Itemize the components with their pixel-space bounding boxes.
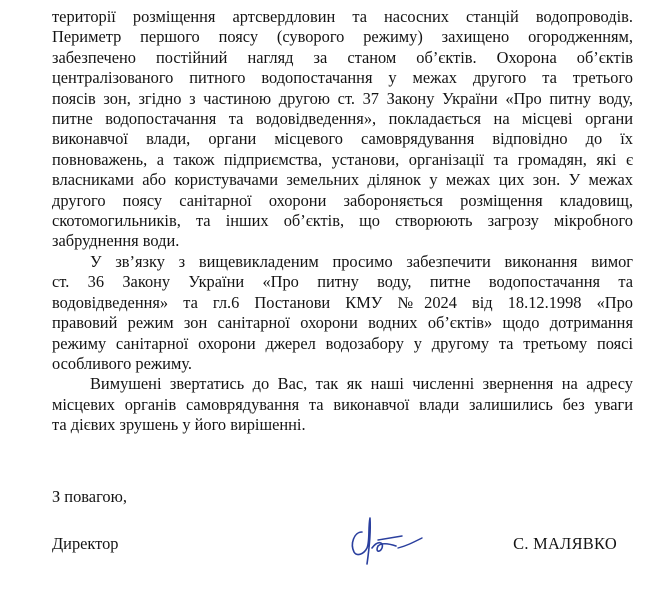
text-line: режиму санітарної охорони джерел водозабору у другому та третьому поясі [52,333,633,353]
text-line: питне водопостачання та водовідведення», покладається на місцеві органи [52,109,633,129]
paragraph-request [52,252,633,374]
text-line: правовий режим зон санітарної охорони водних об’єктів» щодо дотримання [52,313,633,333]
signature-stroke [398,538,422,548]
paragraph-water-protection [52,7,633,252]
text-line: повноважень, а також підприємства, установи, організації та громадян, які є [52,149,633,169]
signature-stroke [372,543,396,551]
text-line: водовідведення» та гл.6 Постанови КМУ №2024 від 18.12.1998 «Про [52,292,633,312]
text-line: та дієвих зрушень у його вирішенні. [52,415,306,435]
signature-stroke [378,536,402,540]
text-line: особливого режиму. [52,353,192,373]
text-line: централізованого питного водопостачання у межах другого та третього [52,68,633,88]
signature-stroke [352,518,370,564]
letter-body [52,7,633,436]
paragraph-appeal [52,374,633,435]
text-line: скотомогильників, та інших об’єктів, що створюють загрозу мікробного [52,211,633,231]
text-line: другого поясу санітарної охорони забороняється розміщення кладовищ, [52,190,633,210]
closing-salutation: З повагою, [52,487,127,506]
text-line: власниками або користувачами земельних ділянок у межах цих зон. У межах [52,170,633,190]
text-line: місцевих органів самоврядування та виконавчої влади залишились без уваги [52,394,633,414]
text-line: забруднення води. [52,231,180,251]
position-title: Директор [52,534,119,553]
text-line: Периметр першого поясу (суворого режиму) захищено огородженням, [52,27,633,47]
text-line: виконавчої влади, органи місцевого самоврядування відповідно до їх [52,129,633,149]
text-line: забезпечено постійний нагляд за станом об’єктів. Охорона об’єктів [52,47,633,67]
text-line: поясів зон, згідно з частиною другою ст. 37 Закону України «Про питну воду, [52,88,633,108]
signature-row [52,534,617,558]
text-line: Вимушені звертатись до Вас, так як наші численні звернення на адресу [90,374,633,394]
text-line: ст. 36 Закону України «Про питну воду, питне водопостачання та [52,272,633,292]
text-line: У зв’язку з вищевикладеним просимо забезпечити виконання вимог [90,251,633,271]
signer-name: С. МАЛЯВКО [513,534,617,553]
handwritten-signature [340,510,430,568]
text-line: території розміщення артсвердловин та насосних станцій водопроводів. [52,7,633,26]
